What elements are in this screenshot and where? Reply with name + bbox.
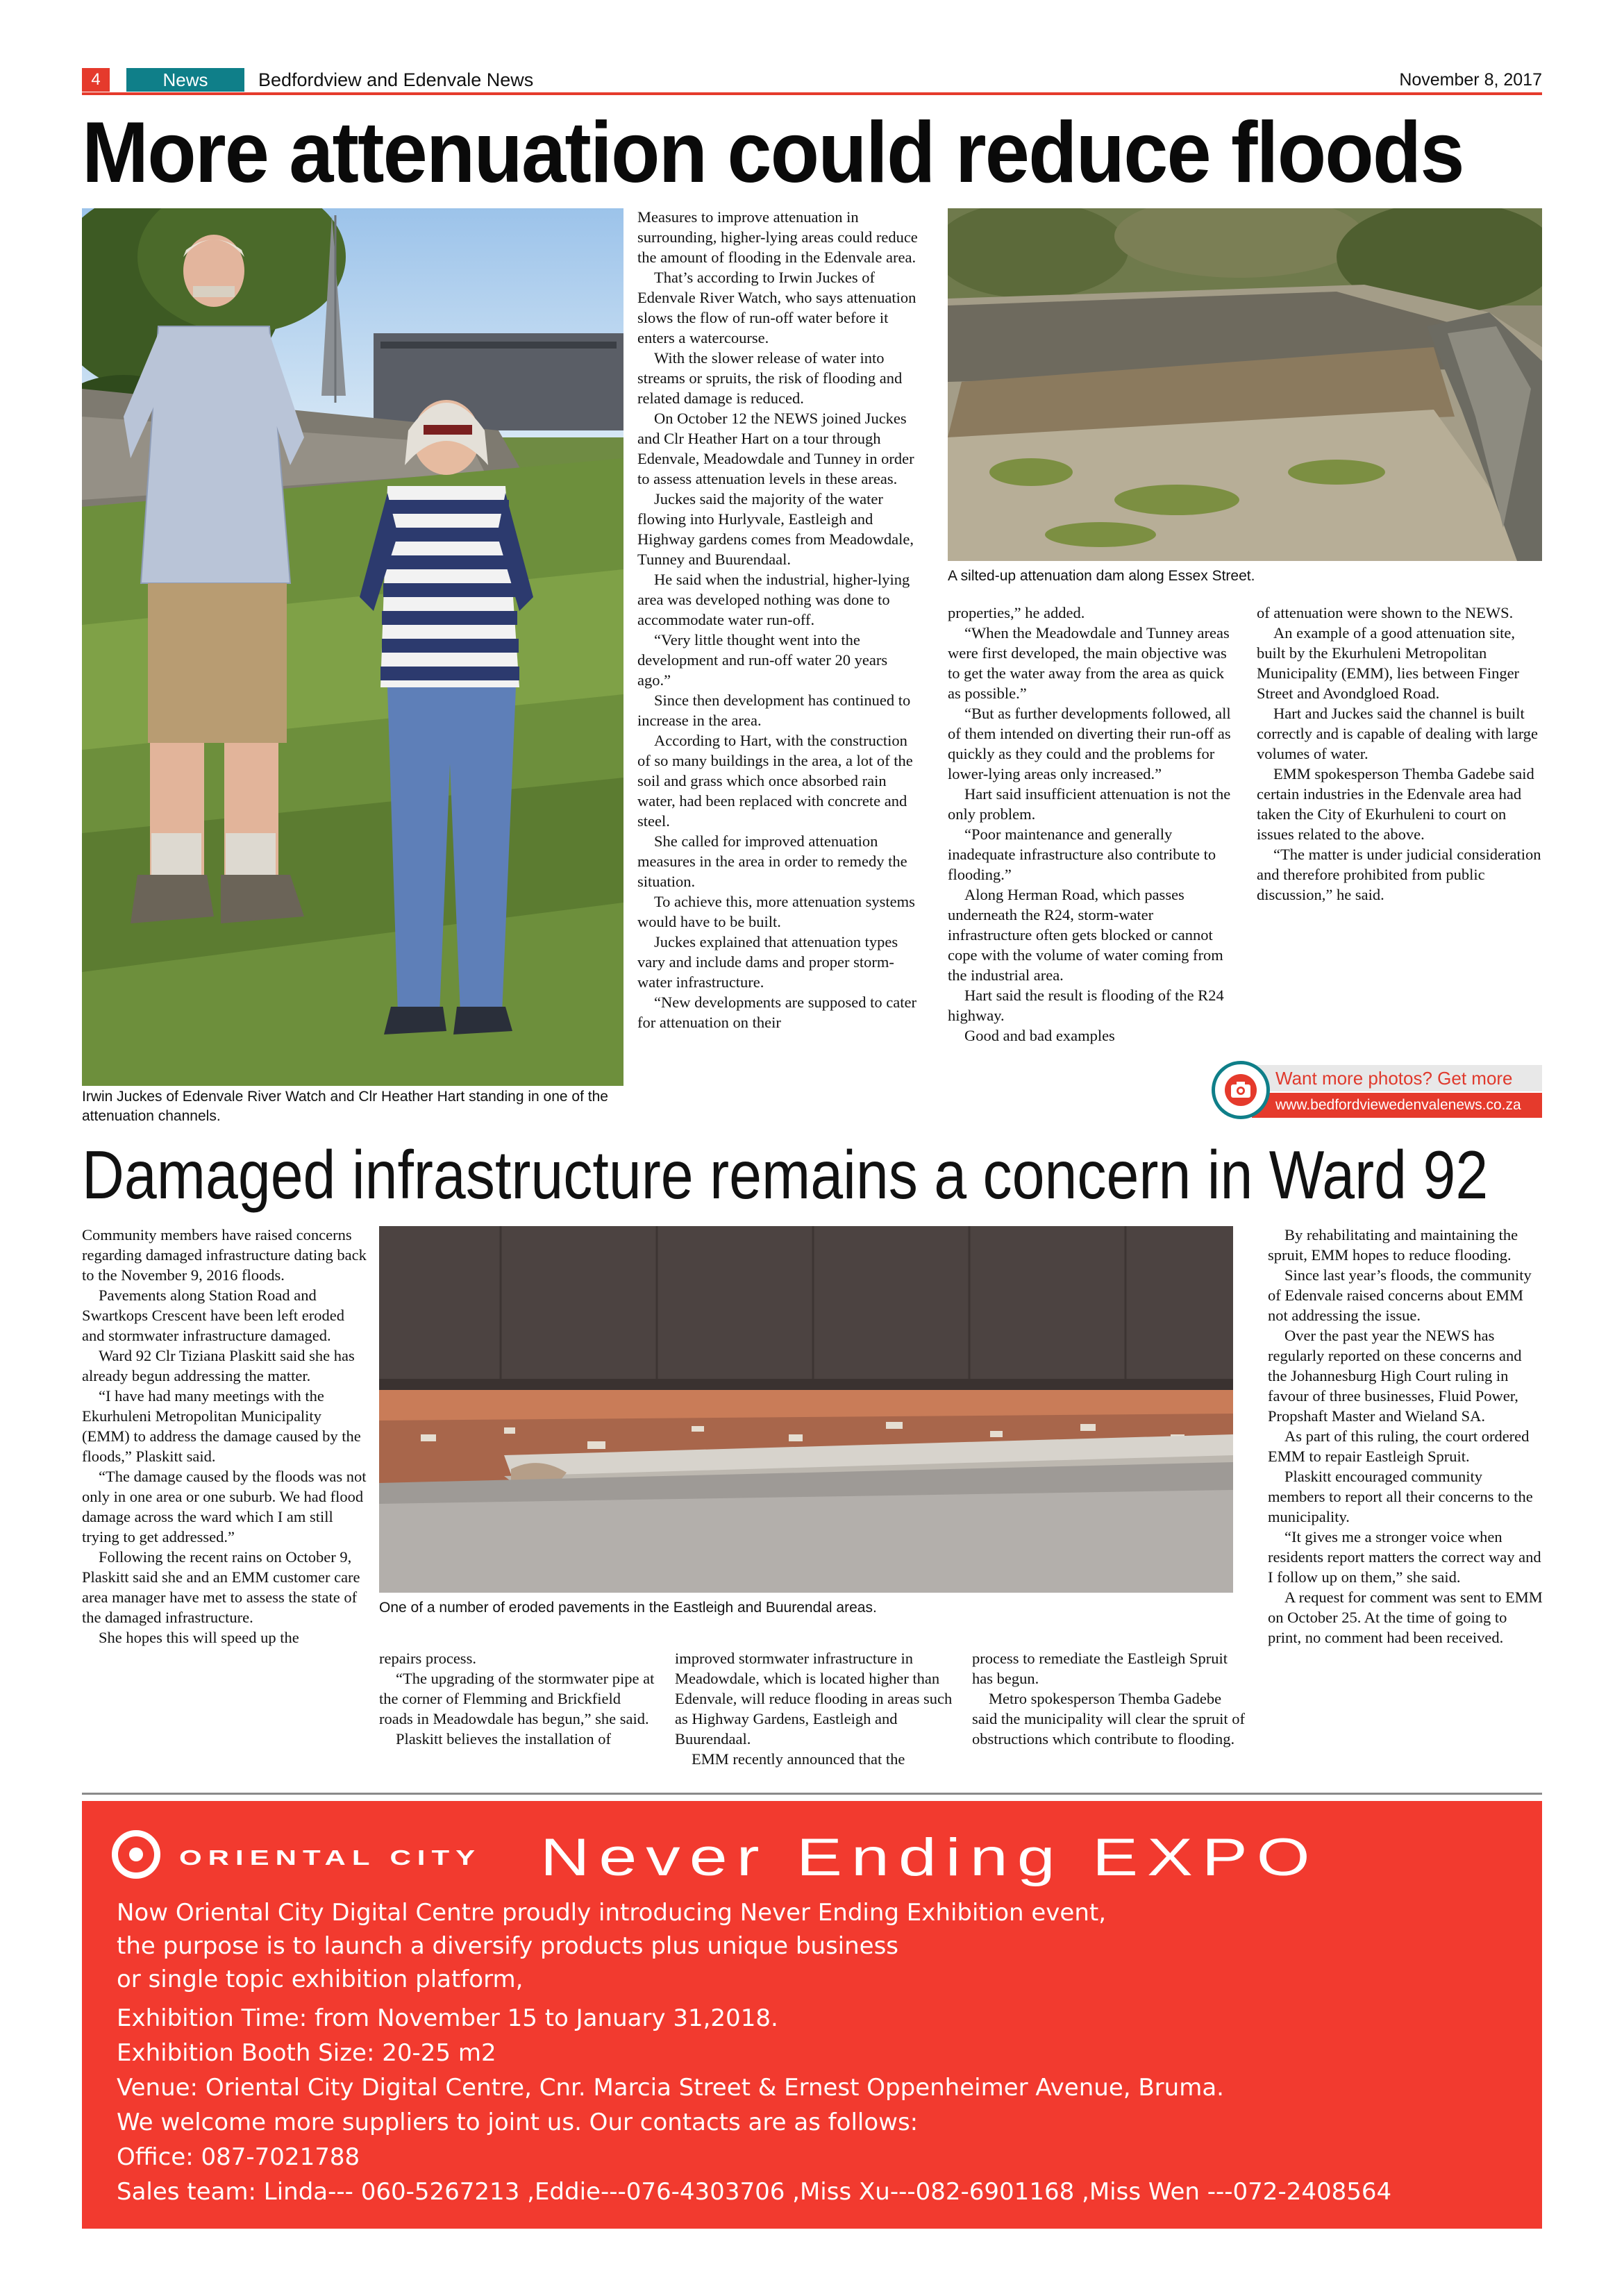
advert-line: or single topic exhibition platform, <box>117 1966 524 1993</box>
paragraph: “New developments are supposed to cater for attenuation on their <box>637 994 916 1031</box>
story1-column-3 <box>1257 603 1543 905</box>
advert-title: Never Ending EXPO <box>540 1828 1319 1887</box>
paragraph: An example of a good attenuation site, built by the Ekurhuleni Metropolitan Municipality (EMM), lies between Finger Street and Avondgloed Road. <box>1257 624 1520 702</box>
paragraph: EMM spokesperson Themba Gadebe said certain industries in the Edenvale area had taken the City of Ekurhuleni to court on issues related to the above. <box>1257 765 1534 843</box>
advert-phone-sales: Sales team: Linda--- 060-5267213 ,Eddie---076-4303706 ,Miss Xu---082-6901168 ,Miss Wen ---072-2408564 <box>117 2178 1392 2206</box>
paragraph: improved stormwater infrastructure in Meadowdale, which is located higher than Edenvale, will reduce flooding in areas such as Highway Gardens, Eastleigh and Buurendaal. <box>675 1650 953 1748</box>
paragraph: process to remediate the Eastleigh Spruit has begun. <box>972 1650 1228 1687</box>
paragraph: “Poor maintenance and generally inadequate infrastructure also contribute to flooding.” <box>948 826 1216 883</box>
oriental-city-logo-icon <box>112 1830 160 1879</box>
story1-column-2 <box>948 603 1234 1046</box>
advert-line: We welcome more suppliers to joint us. Our contacts are as follows: <box>117 2109 919 2136</box>
paragraph: Following the recent rains on October 9, Plaskitt said she and an EMM customer care area manager have met to assess the state of the damaged infrastructure. <box>82 1548 360 1626</box>
camera-icon <box>1212 1061 1270 1119</box>
paragraph: Plaskitt believes the installation of <box>396 1730 611 1748</box>
issue-date: November 8, 2017 <box>1399 70 1542 90</box>
story2-headline: Damaged infrastructure remains a concern in Ward 92 <box>82 1137 1489 1213</box>
paragraph: properties,” he added. <box>948 604 1085 621</box>
paragraph: Ward 92 Clr Tiziana Plaskitt said she has already begun addressing the matter. <box>82 1347 355 1384</box>
paragraph: Plaskitt encouraged community members to report all their concerns to the municipality. <box>1268 1468 1533 1525</box>
paragraph: By rehabilitating and maintaining the spruit, EMM hopes to reduce flooding. <box>1268 1226 1518 1264</box>
story2-column-3 <box>675 1648 953 1769</box>
paragraph: That’s according to Irwin Juckes of Edenvale River Watch, who says attenuation slows the flow of run-off water before it enters a watercourse. <box>637 269 916 346</box>
advert-phone-office: Office: 087-7021788 <box>117 2143 360 2171</box>
promo-url-link[interactable]: www.bedfordviewedenvalenews.co.za <box>1252 1093 1542 1118</box>
story1-photo-people <box>82 208 623 1086</box>
paragraph: EMM recently announced that the <box>692 1750 905 1768</box>
story2-column-1 <box>82 1225 367 1648</box>
paragraph: “But as further developments followed, all of them intended on diverting their run-off as quickly as they could and the problems for lower-lying areas only increased.” <box>948 705 1231 782</box>
paragraph: With the slower release of water into streams or spruits, the risk of flooding and related damage is reduced. <box>637 349 903 407</box>
paragraph: She hopes this will speed up the <box>99 1629 299 1646</box>
oriental-city-advert[interactable] <box>82 1801 1542 2229</box>
paragraph: Hart and Juckes said the channel is built correctly and is capable of dealing with large volumes of water. <box>1257 705 1539 762</box>
story2-photo-eroded-pavement <box>379 1226 1233 1593</box>
story1-photo-caption: Irwin Juckes of Edenvale River Watch and Clr Heather Hart standing in one of the attenuation channels. <box>82 1089 608 1124</box>
story1-headline: More attenuation could reduce floods <box>82 105 1464 201</box>
paragraph: “I have had many meetings with the Ekurhuleni Metropolitan Municipality (EMM) to address the damage caused by the floods,” Plaskitt said. <box>82 1387 361 1465</box>
paragraph: She called for improved attenuation measures in the area in order to remedy the situation. <box>637 832 907 890</box>
paragraph: Community members have raised concerns regarding damaged infrastructure dating back to the November 9, 2016 floods. <box>82 1226 367 1284</box>
story2-column-2 <box>379 1648 657 1749</box>
story1-photo2-caption: A silted-up attenuation dam along Essex Street. <box>948 568 1255 584</box>
story2-column-4 <box>972 1648 1250 1749</box>
page-number: 4 <box>82 68 110 92</box>
paragraph: As part of this ruling, the court ordered EMM to repair Eastleigh Spruit. <box>1268 1427 1530 1465</box>
paragraph: According to Hart, with the construction of so many buildings in the area, a lot of the soil and grass which once absorbed rain water, had been replaced with concrete and steel. <box>637 732 913 830</box>
advert-brand: ORIENTAL CITY <box>179 1845 482 1870</box>
paragraph: On October 12 the NEWS joined Juckes and Clr Heather Hart on a tour through Edenvale, Meadowdale and Tunney in order to assess attenuation levels in these areas. <box>637 410 914 487</box>
paragraph: “The upgrading of the stormwater pipe at the corner of Flemming and Brickfield roads in Meadowdale has begun,” she said. <box>379 1670 655 1727</box>
paragraph: Measures to improve attenuation in surrounding, higher-lying areas could reduce the amount of flooding in the Edenvale area. <box>637 208 918 266</box>
paragraph: Hart said the result is flooding of the R24 highway. <box>948 987 1224 1024</box>
paragraph: Good and bad examples <box>964 1027 1115 1044</box>
paragraph: He said when the industrial, higher-lying area was developed nothing was done to accommodate water run-off. <box>637 571 910 628</box>
paragraph: Juckes said the majority of the water flowing into Hurlyvale, Eastleigh and Highway gardens comes from Meadowdale, Tunney and Buurendaal. <box>637 490 914 568</box>
paragraph: “It gives me a stronger voice when residents report matters the correct way and I follow up on them,” she said. <box>1268 1528 1541 1586</box>
story1-photo-silted-dam <box>948 208 1542 561</box>
paragraph: of attenuation were shown to the NEWS. <box>1257 604 1514 621</box>
newspaper-name: Bedfordview and Edenvale News <box>258 69 534 90</box>
paragraph: Since then development has continued to increase in the area. <box>637 692 911 729</box>
story1-column-1 <box>637 207 923 1032</box>
paragraph: Metro spokesperson Themba Gadebe said the municipality will clear the spruit of obstructions which contribute to flooding. <box>972 1690 1246 1748</box>
paragraph: “The damage caused by the floods was not only in one area or one suburb. We had flood damage across the ward which I am still trying to get addressed.” <box>82 1468 367 1545</box>
paragraph: repairs process. <box>379 1650 476 1667</box>
paragraph: “The matter is under judicial consideration and therefore prohibited from public discussion,” he said. <box>1257 846 1541 903</box>
more-photos-promo[interactable] <box>1212 1059 1542 1123</box>
paragraph: Over the past year the NEWS has regularly reported on these concerns and the Johannesburg High Court ruling in favour of three businesses, Fluid Power, Propshaft Master and Wieland SA. <box>1268 1327 1522 1425</box>
header-rule <box>82 92 1542 95</box>
advert-line: Now Oriental City Digital Centre proudly introducing Never Ending Exhibition event, <box>117 1899 1107 1927</box>
paragraph: Pavements along Station Road and Swartkops Crescent have been left eroded and stormwater infrastructure damaged. <box>82 1287 344 1344</box>
advert-line: Exhibition Time: from November 15 to January 31,2018. <box>117 2004 778 2032</box>
paragraph: Along Herman Road, which passes underneath the R24, storm-water infrastructure often gets blocked or cannot cope with the volume of water coming from the industrial area. <box>948 886 1223 984</box>
advert-line: Exhibition Booth Size: 20-25 m2 <box>117 2039 496 2067</box>
paragraph: Juckes explained that attenuation types vary and include dams and proper storm-water infrastructure. <box>637 933 898 991</box>
advert-line: the purpose is to launch a diversify products plus unique business <box>117 1932 899 1960</box>
promo-label[interactable]: Want more photos? Get more <box>1252 1065 1542 1091</box>
section-tab-news[interactable]: News <box>126 68 244 92</box>
paragraph: “Very little thought went into the development and run-off water 20 years ago.” <box>637 631 888 689</box>
paragraph: “When the Meadowdale and Tunney areas were first developed, the main objective was to get the water away from the area as quick as possible.” <box>948 624 1230 702</box>
paragraph: To achieve this, more attenuation systems would have to be built. <box>637 893 915 930</box>
story2-column-5 <box>1268 1225 1543 1648</box>
section-divider <box>82 1793 1542 1795</box>
paragraph: A request for comment was sent to EMM on October 25. At the time of going to print, no comment had been received. <box>1268 1589 1543 1646</box>
advert-line: Venue: Oriental City Digital Centre, Cnr. Marcia Street & Ernest Oppenheimer Avenue, Bruma. <box>117 2074 1224 2102</box>
story2-photo-caption: One of a number of eroded pavements in the Eastleigh and Buurendal areas. <box>379 1600 877 1616</box>
paragraph: Since last year’s floods, the community of Edenvale raised concerns about EMM not addressing the issue. <box>1268 1266 1532 1324</box>
paragraph: Hart said insufficient attenuation is not the only problem. <box>948 785 1231 823</box>
